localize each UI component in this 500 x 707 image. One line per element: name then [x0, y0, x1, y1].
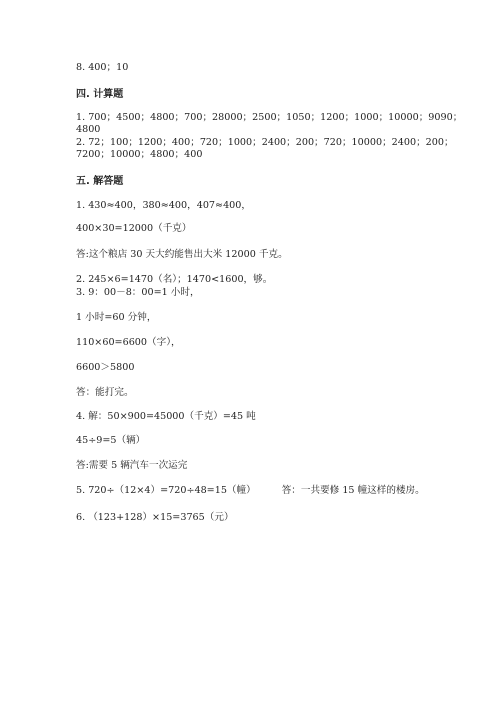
- answer-line: 7200；10000；4800；400: [76, 149, 203, 160]
- answer-line: 2. 72；100；1200；400；720；1000；2400；200；720；10000；2400；200；: [76, 137, 454, 148]
- answer-line: 4800: [76, 124, 101, 135]
- answer-line: 45÷9=5（辆）: [76, 435, 146, 446]
- answer-line: 6. （123+128）×15=3765（元）: [76, 512, 234, 523]
- answer-line: 答：能打完。: [76, 387, 134, 398]
- answer-line: 110×60=6600（字），: [76, 337, 181, 348]
- answer-line: 3. 9：00－8：00=1 小时，: [76, 287, 200, 298]
- section-heading-word-problems: 五. 解答题: [76, 176, 124, 187]
- answer-line: 1. 700；4500；4800；700；28000；2500；1050；1200；1000；10000；9090；: [76, 112, 463, 123]
- section-heading-calculation: 四. 计算题: [76, 89, 124, 100]
- answer-line: 答:需要 5 辆汽车一次运完: [76, 460, 188, 471]
- answer-equation: 5. 720÷（12×4）=720÷48=15（幢）: [76, 485, 256, 496]
- answer-line: 答:这个粮店 30 天大约能售出大米 12000 千克。: [76, 249, 288, 260]
- answer-line: [76, 485, 425, 497]
- answer-line: 1 小时=60 分钟，: [76, 312, 157, 323]
- answer-line: 4. 解：50×900=45000（千克）=45 吨: [76, 411, 256, 422]
- answer-line: 1. 430≈400，380≈400，407≈400，: [76, 200, 251, 211]
- answer-conclusion: 答：一共要修 15 幢这样的楼房。: [281, 485, 425, 496]
- answer-line: 2. 245×6=1470（名）；1470<1600，够。: [76, 274, 273, 285]
- answer-line: 6600＞5800: [76, 362, 135, 373]
- answer-line: 8. 400；10: [76, 62, 129, 73]
- answer-line: 400×30=12000（千克）: [76, 223, 192, 234]
